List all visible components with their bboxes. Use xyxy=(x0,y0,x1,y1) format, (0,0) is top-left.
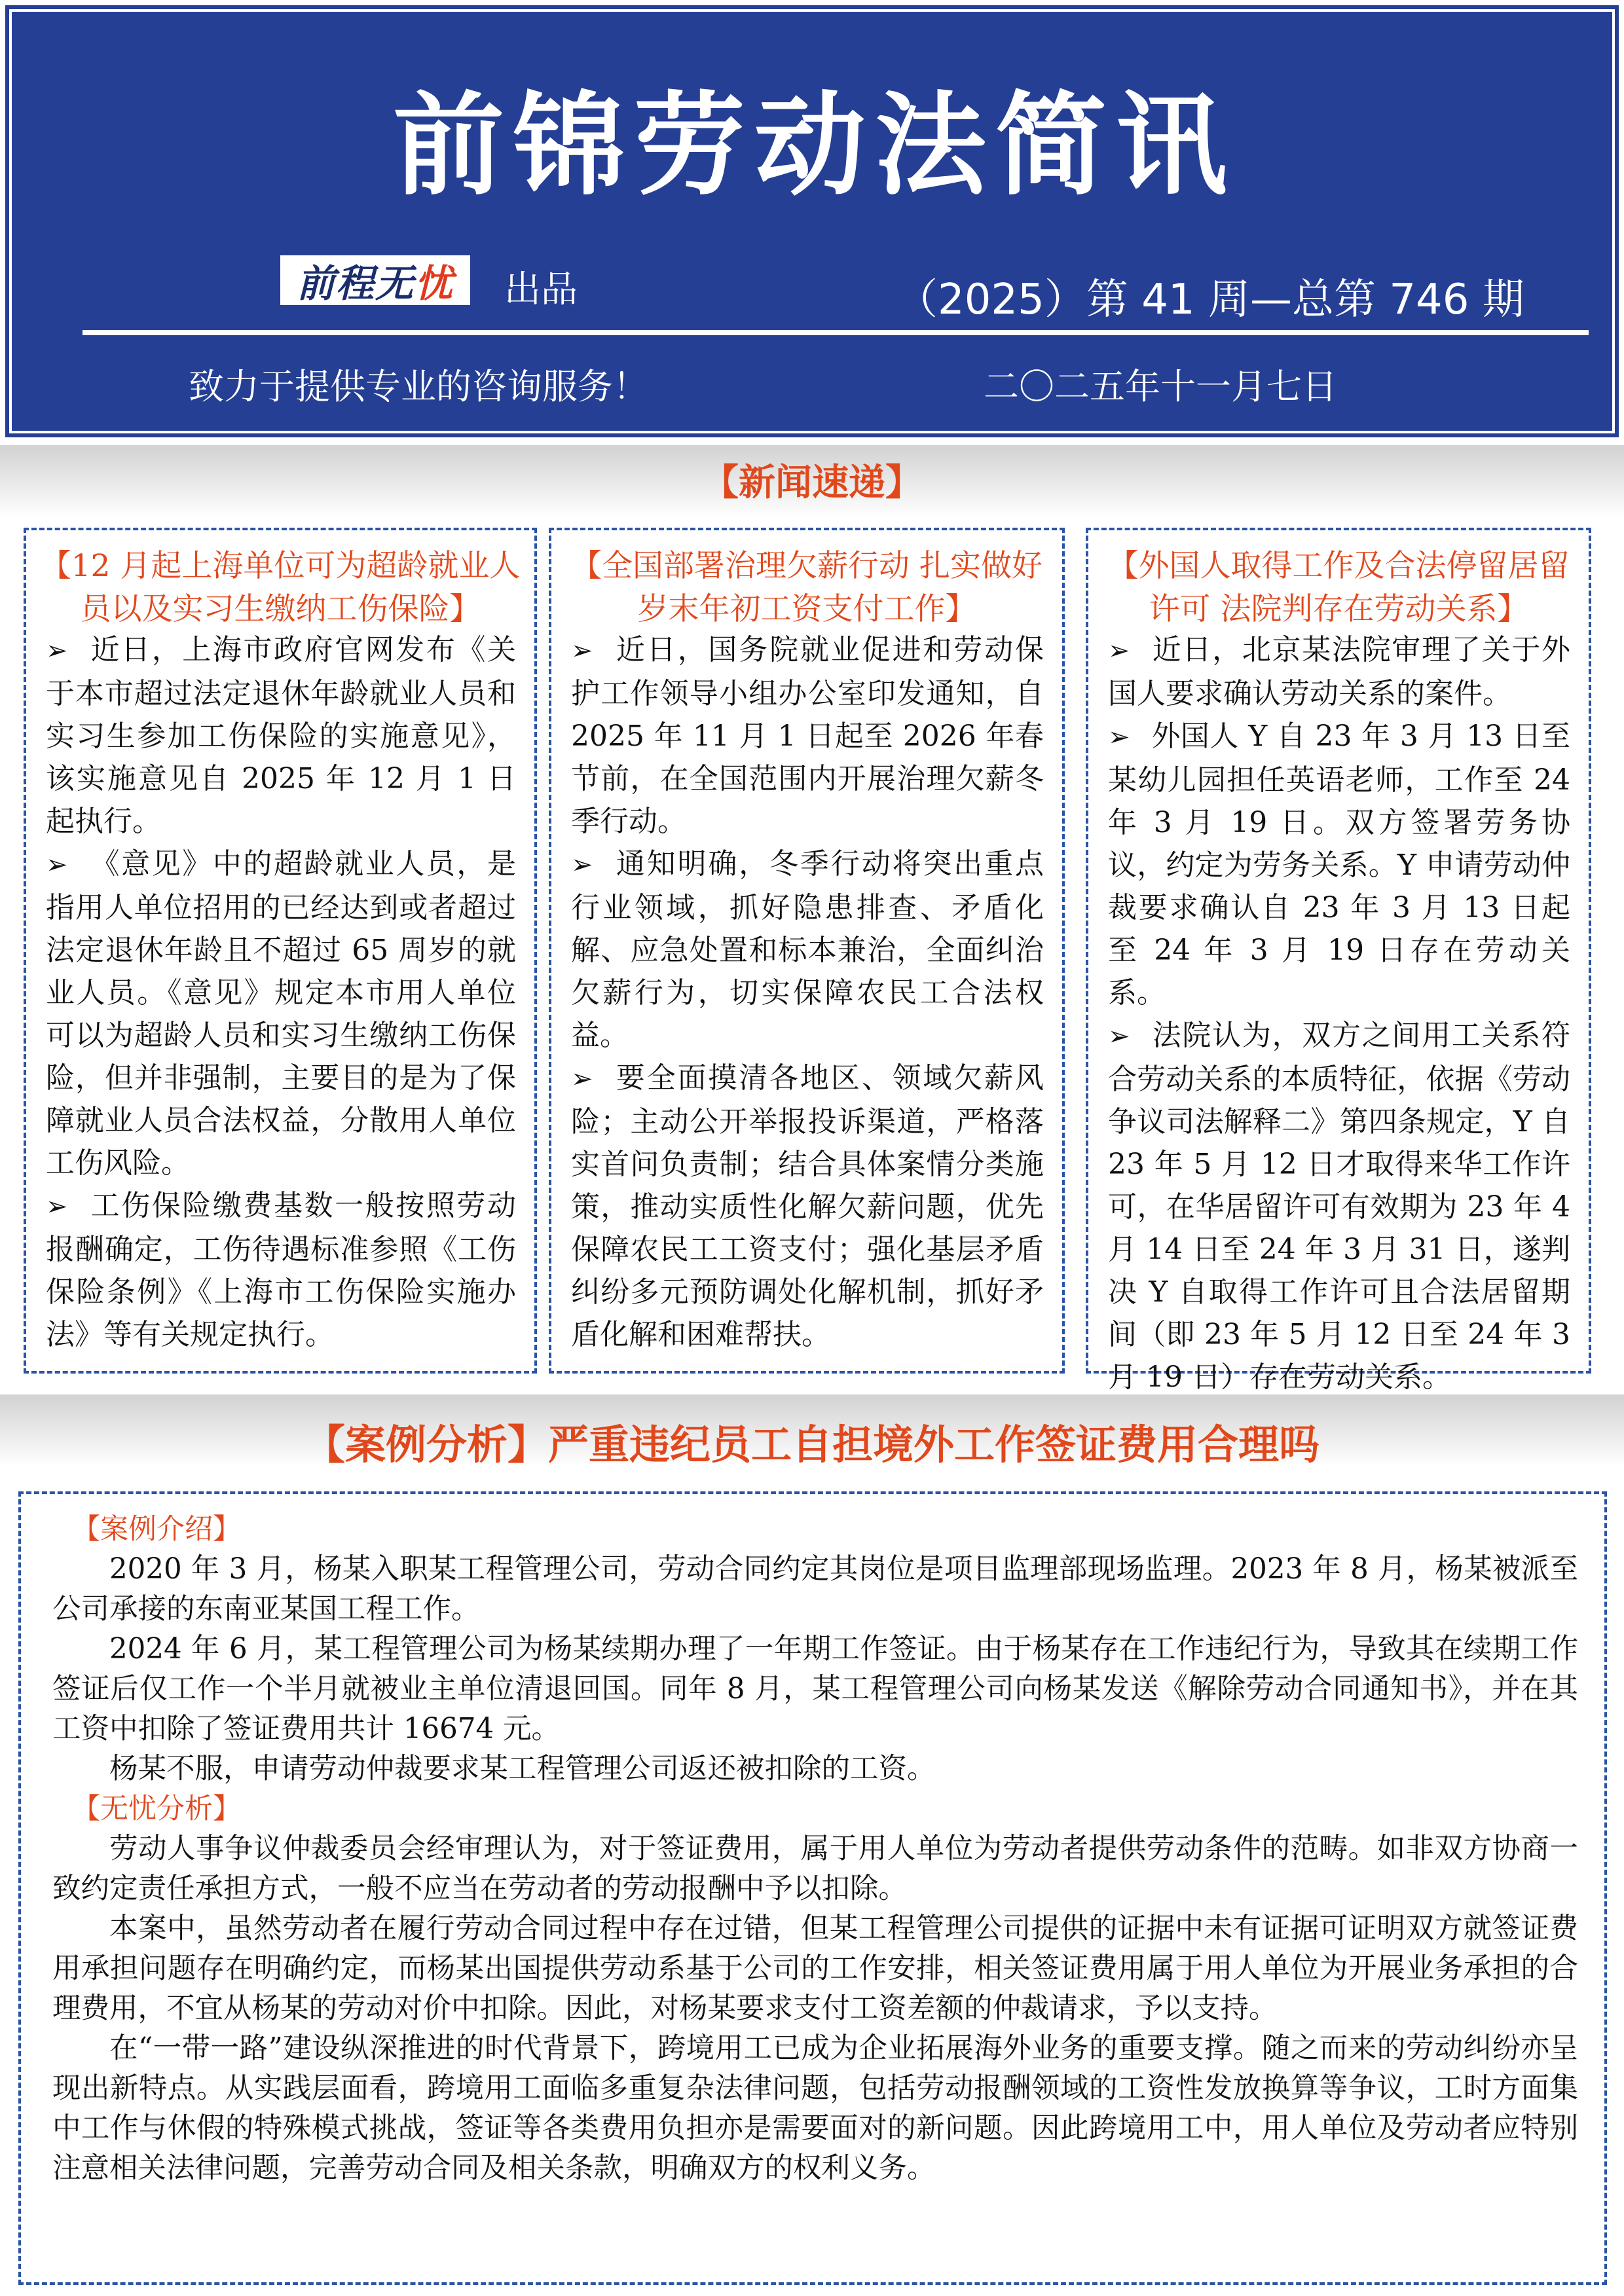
masthead xyxy=(9,9,1615,433)
news-column-2 xyxy=(549,528,1065,1374)
news-headline: 【全国部署治理欠薪行动 扎实做好岁末年初工资支付工作】 xyxy=(571,548,1043,627)
case-paragraph: 劳动人事争议仲裁委员会经审理认为，对于签证费用，属于用人单位为劳动者提供劳动条件的范畴。如非双方协商一致约定责任承担方式，一般不应当在劳动者的劳动报酬中予以扣除。 xyxy=(52,1832,1578,1905)
case-intro-heading: 【案例介绍】 xyxy=(72,1513,241,1546)
case-paragraph: 在“一带一路”建设纵深推进的时代背景下，跨境用工已成为企业拓展海外业务的重要支撑。随之而来的劳动纠纷亦呈现出新特点。从实践层面看，跨境用工面临多重复杂法律问题，包括劳动报酬领域的工资性发放换算等争议，工时方面集中工作与休假的特殊模式挑战，签证等各类费用负担亦是需要面对的新问题。因此跨境用工中，用人单位及劳动者应特别注意相关法律问题，完善劳动合同及相关条款，明确双方的权利义务。 xyxy=(52,2032,1578,2185)
news-body xyxy=(1108,629,1570,1398)
bullet-arrow-icon: ➢ xyxy=(1108,636,1130,666)
case-paragraph: 2020 年 3 月，杨某入职某工程管理公司，劳动合同约定其岗位是项目监理部现场监理。2023 年 8 月，杨某被派至公司承接的东南亚某国工程工作。 xyxy=(52,1553,1578,1626)
case-paragraph: 杨某不服，申请劳动仲裁要求某工程管理公司返还被扣除的工资。 xyxy=(109,1753,936,1785)
bullet-arrow-icon: ➢ xyxy=(1108,722,1130,752)
bullet-arrow-icon: ➢ xyxy=(571,636,593,666)
news-column-3 xyxy=(1086,528,1591,1394)
news-paragraph: ➢ 工伤保险缴费基数一般按照劳动报酬确定，工伤待遇标准参照《工伤保险条例》《上海市工伤保险实施办法》等有关规定执行。 xyxy=(46,1184,516,1356)
case-paragraph: 2024 年 6 月，某工程管理公司为杨某续期办理了一年期工作签证。由于杨某存在工作违纪行为，导致其在续期工作签证后仅工作一个半月就被业主单位清退回国。同年 8 月，某工程管理公司向杨某发送《解除劳动合同通知书》，并在其工资中扣除了签证费用共计 16674 元。 xyxy=(52,1633,1578,1745)
issue-number: （2025）第 41 周—总第 746 期 xyxy=(896,276,1524,324)
publisher-logo xyxy=(280,255,470,305)
bullet-arrow-icon: ➢ xyxy=(571,850,593,880)
news-paragraph: ➢ 近日，国务院就业促进和劳动保护工作领导小组办公室印发通知，自 2025 年 11 月 1 日起至 2026 年春节前，在全国范围内开展治理欠薪冬季行动。 xyxy=(571,629,1044,843)
news-paragraph: ➢ 近日，北京某法院审理了关于外国人要求确认劳动关系的案件。 xyxy=(1108,629,1570,715)
logo-text-accent: 忧 xyxy=(415,261,454,306)
news-headline: 【12 月起上海单位可为超龄就业人员以及实习生缴纳工伤保险】 xyxy=(40,548,521,627)
news-paragraph: ➢ 近日，上海市政府官网发布《关于本市超过法定退休年龄就业人员和实习生参加工伤保险的实施意见》，该实施意见自 2025 年 12 月 1 日起执行。 xyxy=(46,629,516,843)
produced-by-label: 出品 xyxy=(504,268,578,311)
news-body xyxy=(571,629,1044,1356)
bullet-arrow-icon: ➢ xyxy=(46,1192,68,1222)
issue-date: 二〇二五年十一月七日 xyxy=(984,366,1337,407)
news-paragraph: ➢ 外国人 Y 自 23 年 3 月 13 日至某幼儿园担任英语老师，工作至 24 年 3 月 19 日。双方签署劳务协议，约定为劳务关系。Y 申请劳动仲裁要求确认自 23 年 3 月 13 日起至 24 年 3 月 19 日存在劳动关系。 xyxy=(1108,715,1570,1014)
news-paragraph: ➢ 通知明确，冬季行动将突出重点行业领域，抓好隐患排查、矛盾化解、应急处置和标本兼治，全面纠治欠薪行为，切实保障农民工合法权益。 xyxy=(571,843,1044,1057)
news-column-1 xyxy=(24,528,537,1374)
case-section-title: 【案例分析】严重违纪员工自担境外工作签证费用合理吗 xyxy=(304,1421,1320,1468)
header-divider xyxy=(83,330,1589,335)
logo-text: 前程无 xyxy=(296,261,415,306)
bullet-arrow-icon: ➢ xyxy=(46,850,68,880)
case-paragraph: 本案中，虽然劳动者在履行劳动合同过程中存在过错，但某工程管理公司提供的证据中未有证据可证明双方就签证费用承担问题存在明确约定，而杨某出国提供劳动系基于公司的工作安排，相关签证费用属于用人单位为开展业务承担的合理费用，不宜从杨某的劳动对价中扣除。因此，对杨某要求支付工资差额的仲裁请求，予以支持。 xyxy=(52,1912,1578,2025)
case-box xyxy=(18,1491,1607,2285)
news-section-title: 【新闻速递】 xyxy=(702,462,922,504)
news-paragraph: ➢ 《意见》中的超龄就业人员，是指用人单位招用的已经达到或者超过法定退休年龄且不超过 65 周岁的就业人员。《意见》规定本市用人单位可以为超龄人员和实习生缴纳工伤保险，但并非强制，主要目的是为了保障就业人员合法权益，分散用人单位工伤风险。 xyxy=(46,843,516,1184)
news-paragraph: ➢ 要全面摸清各地区、领域欠薪风险；主动公开举报投诉渠道，严格落实首问负责制；结合具体案情分类施策，推动实质性化解欠薪问题，优先保障农民工工资支付；强化基层矛盾纠纷多元预防调处化解机制，抓好矛盾化解和困难帮扶。 xyxy=(571,1057,1044,1356)
news-headline: 【外国人取得工作及合法停留居留许可 法院判存在劳动关系】 xyxy=(1107,548,1570,627)
bullet-arrow-icon: ➢ xyxy=(46,636,68,666)
case-analysis-heading: 【无忧分析】 xyxy=(72,1793,241,1825)
bullet-arrow-icon: ➢ xyxy=(1108,1021,1130,1051)
newsletter-title: 前锦劳动法简讯 xyxy=(392,81,1236,211)
bullet-arrow-icon: ➢ xyxy=(571,1064,593,1094)
news-body xyxy=(46,629,516,1356)
news-paragraph: ➢ 法院认为，双方之间用工关系符合劳动关系的本质特征，依据《劳动争议司法解释二》第四条规定，Y 自 23 年 5 月 12 日才取得来华工作许可，在华居留许可有效期为 23 年 4 月 14 日至 24 年 3 月 31 日，遂判决 Y 自取得工作许可且合法居留期间（即 23 年 5 月 12 日至 24 年 3 月 19 日）存在劳动关系。 xyxy=(1108,1014,1570,1398)
case-body xyxy=(52,1510,1578,2189)
slogan: 致力于提供专业的咨询服务！ xyxy=(189,366,648,407)
